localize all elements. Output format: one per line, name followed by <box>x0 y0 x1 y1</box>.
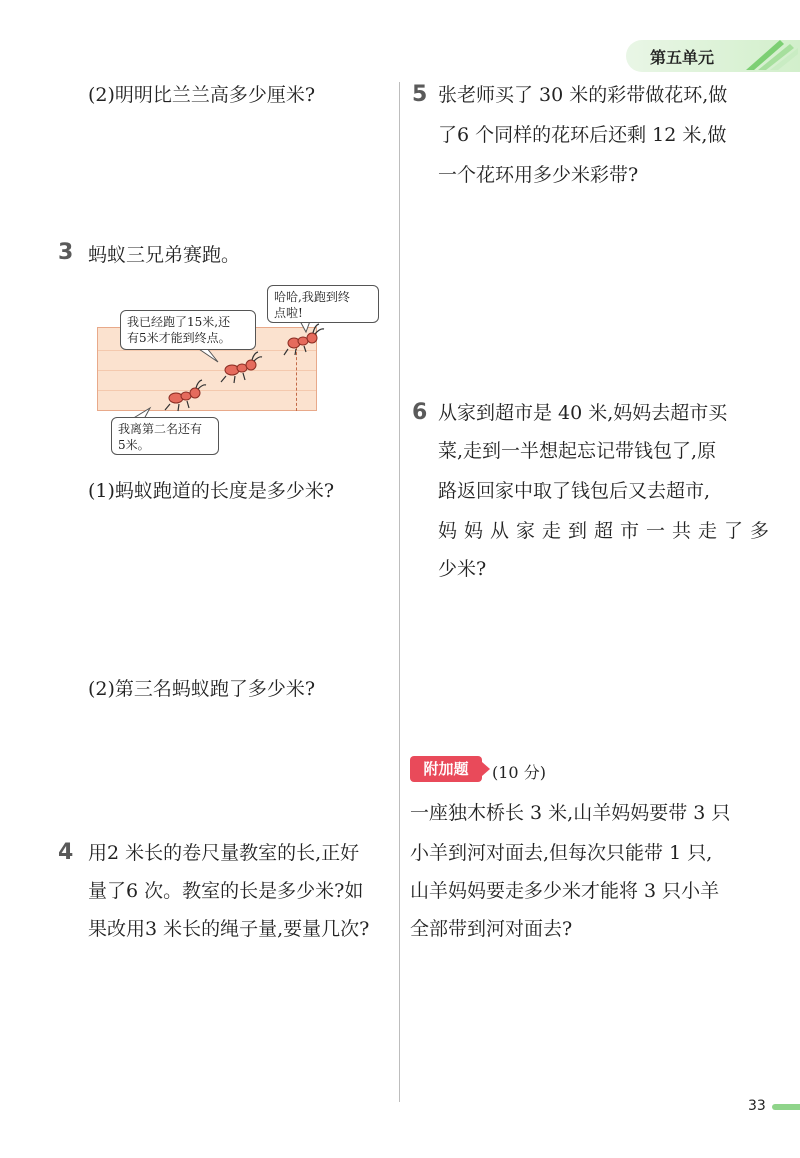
page-number: 33 <box>748 1098 766 1114</box>
q6-line1: 从家到超市是 40 米,妈妈去超市买 <box>438 402 728 424</box>
bonus-arrow-icon <box>482 762 492 776</box>
q3-number: 3 <box>58 240 74 265</box>
q6-line4: 妈妈从家走到超市一共走了多 <box>438 520 777 542</box>
q6-line2: 菜,走到一半想起忘记带钱包了,原 <box>438 440 717 462</box>
bonus-question-tag: 附加题 <box>410 756 482 782</box>
ant-second-icon <box>221 352 262 383</box>
ant-third-icon <box>165 380 206 411</box>
bonus-line2: 小羊到河对面去,但每次只能带 1 只, <box>410 842 713 864</box>
speech-bubble-first: 哈哈,我跑到终 点啦! <box>267 285 379 323</box>
bonus-score: (10 分) <box>492 763 546 782</box>
q4-line2: 量了6 次。教室的长是多少米?如 <box>88 880 364 902</box>
q5-line1: 张老师买了 30 米的彩带做花环,做 <box>438 84 728 106</box>
q4-line1: 用2 米长的卷尺量教室的长,正好 <box>88 842 360 864</box>
q6-line5: 少米? <box>438 558 487 580</box>
q6-number: 6 <box>412 400 428 425</box>
q3-part1-text: (1)蚂蚁跑道的长度是多少米? <box>88 480 335 502</box>
q5-line3: 一个花环用多少米彩带? <box>438 164 639 186</box>
ant-figure <box>0 0 400 460</box>
q5-number: 5 <box>412 82 428 107</box>
q4-line3: 果改用3 米长的绳子量,要量几次? <box>88 918 370 940</box>
q6-line3: 路返回家中取了钱包后又去超市, <box>438 480 711 502</box>
q3-text: 蚂蚁三兄弟赛跑。 <box>88 244 241 266</box>
unit-decoration-icon <box>740 36 800 76</box>
bonus-line3: 山羊妈妈要走多少米才能将 3 只小羊 <box>410 880 720 902</box>
bonus-line1: 一座独木桥长 3 米,山羊妈妈要带 3 只 <box>410 802 731 824</box>
bonus-line4: 全部带到河对面去? <box>410 918 573 940</box>
q2-part2-text: (2)明明比兰兰高多少厘米? <box>88 84 316 106</box>
page-number-bar <box>772 1104 800 1110</box>
q5-line2: 了6 个同样的花环后还剩 12 米,做 <box>438 124 727 146</box>
speech-bubble-third: 我离第二名还有 5米。 <box>111 417 219 455</box>
q4-number: 4 <box>58 840 74 865</box>
speech-bubble-second: 我已经跑了15米,还 有5米才能到终点。 <box>120 310 256 350</box>
q3-part2-text: (2)第三名蚂蚁跑了多少米? <box>88 678 316 700</box>
unit-title: 第五单元 <box>650 48 715 67</box>
